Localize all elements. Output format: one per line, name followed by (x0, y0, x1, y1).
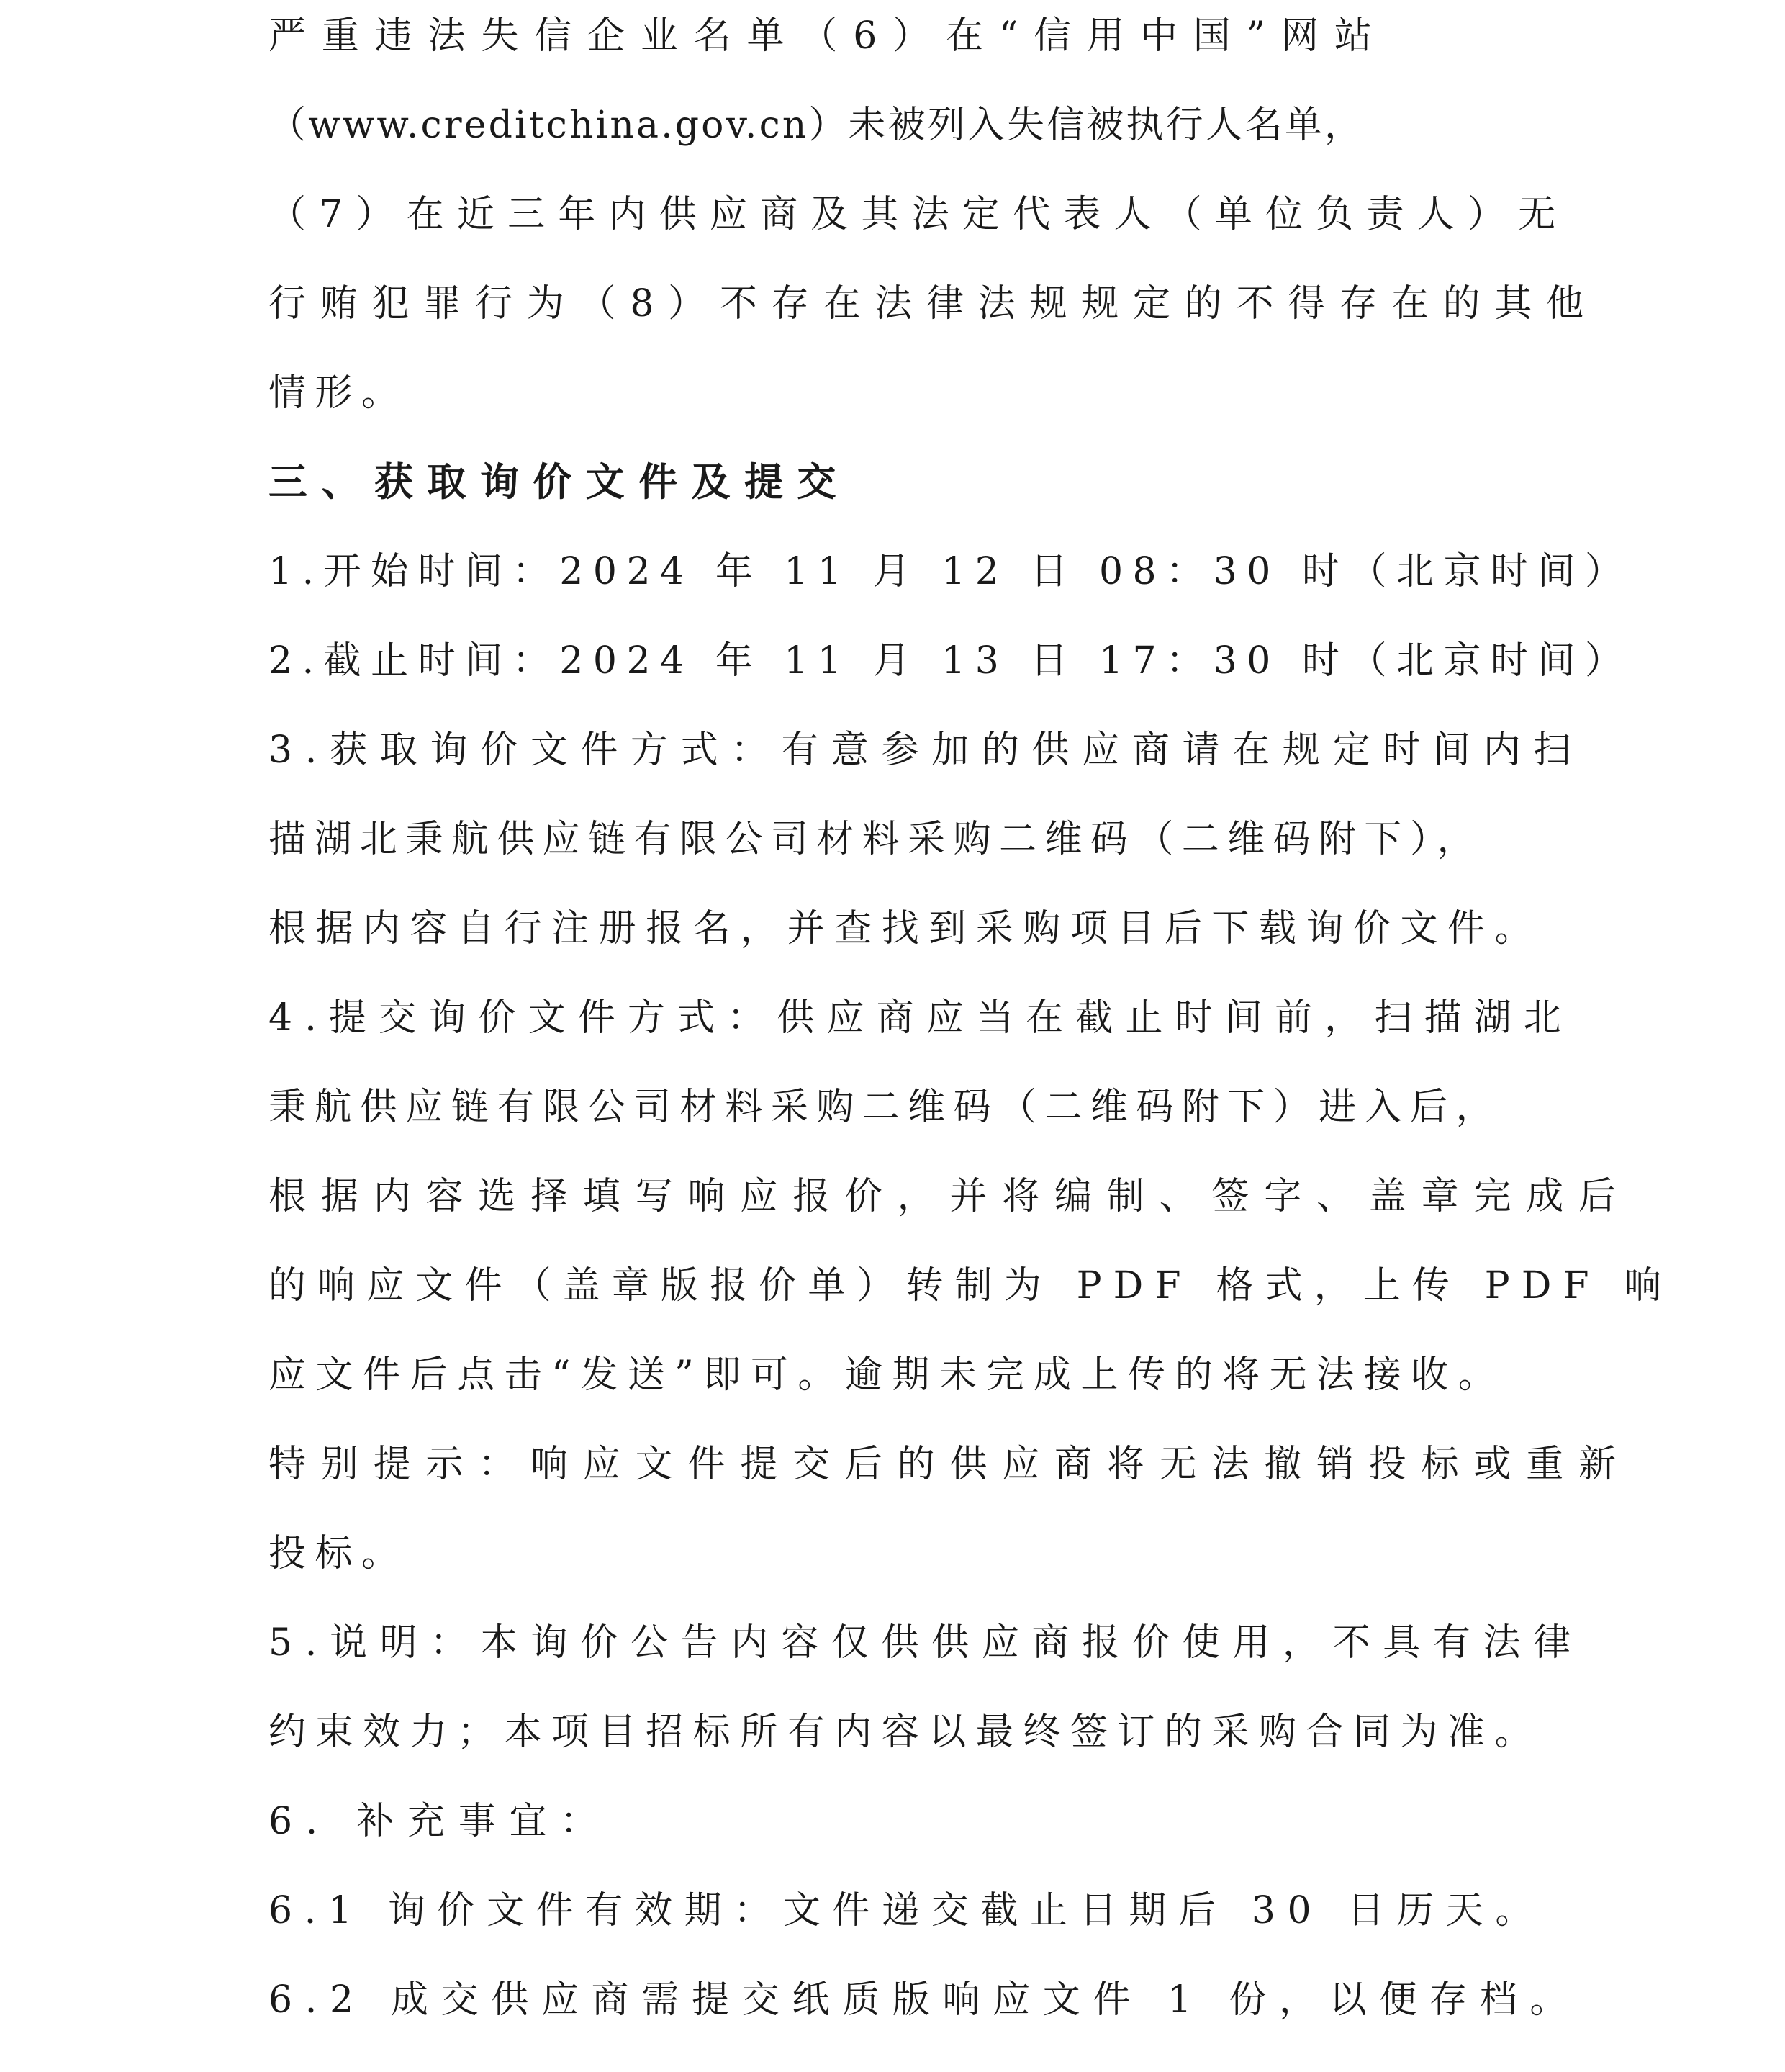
text-line-3: （7）在近三年内供应商及其法定代表人（单位负责人）无 (268, 193, 1569, 236)
text-line-19: 5.说明：本询价公告内容仅供供应商报价使用，不具有法律 (268, 1621, 1583, 1665)
text-line-13: 秉航供应链有限公司材料采购二维码（二维码附下）进入后， (268, 1086, 1501, 1129)
text-line-23: 6.2 成交供应商需提交纸质版响应文件 1 份，以便存档。 (268, 1978, 1581, 2022)
text-line-14: 根据内容选择填写响应报价，并将编制、签字、盖章完成后 (268, 1175, 1631, 1218)
text-line-9: 3.获取询价文件方式：有意参加的供应商请在规定时间内扫 (268, 729, 1583, 772)
text-line-2: （www.creditchina.gov.cn）未被列入失信被执行人名单， (268, 104, 1365, 147)
text-line-8: 2.截止时间：2024 年 11 月 13 日 17：30 时（北京时间） (268, 639, 1632, 683)
text-line-1: 严重违法失信企业名单（6）在“信用中国”网站 (268, 14, 1388, 58)
text-line-22: 6.1 询价文件有效期：文件递交截止日期后 30 日历天。 (268, 1889, 1545, 1932)
text-line-12: 4.提交询价文件方式：供应商应当在截止时间前，扫描湖北 (268, 996, 1573, 1040)
text-line-7: 1.开始时间：2024 年 11 月 12 日 08：30 时（北京时间） (268, 550, 1632, 593)
text-line-21: 6. 补充事宜： (268, 1800, 611, 1843)
text-line-18: 投标。 (268, 1532, 408, 1575)
text-line-5: 情形。 (268, 371, 408, 415)
text-line-4: 行贿犯罪行为（8）不存在法律法规规定的不得存在的其他 (268, 282, 1598, 325)
text-line-11: 根据内容自行注册报名，并查找到采购项目后下载询价文件。 (268, 907, 1542, 950)
text-line-10: 描湖北秉航供应链有限公司材料采购二维码（二维码附下）， (268, 818, 1483, 861)
text-line-15: 的响应文件（盖章版报价单）转制为 PDF 格式，上传 PDF 响 (268, 1264, 1673, 1307)
text-line-20: 约束效力；本项目招标所有内容以最终签订的采购合同为准。 (268, 1711, 1542, 1754)
text-line-16: 应文件后点击“发送”即可。逾期未完成上传的将无法接收。 (268, 1353, 1506, 1397)
section-heading: 三、获取询价文件及提交 (268, 459, 850, 505)
text-line-17: 特别提示：响应文件提交后的供应商将无法撤销投标或重新 (268, 1443, 1631, 1486)
